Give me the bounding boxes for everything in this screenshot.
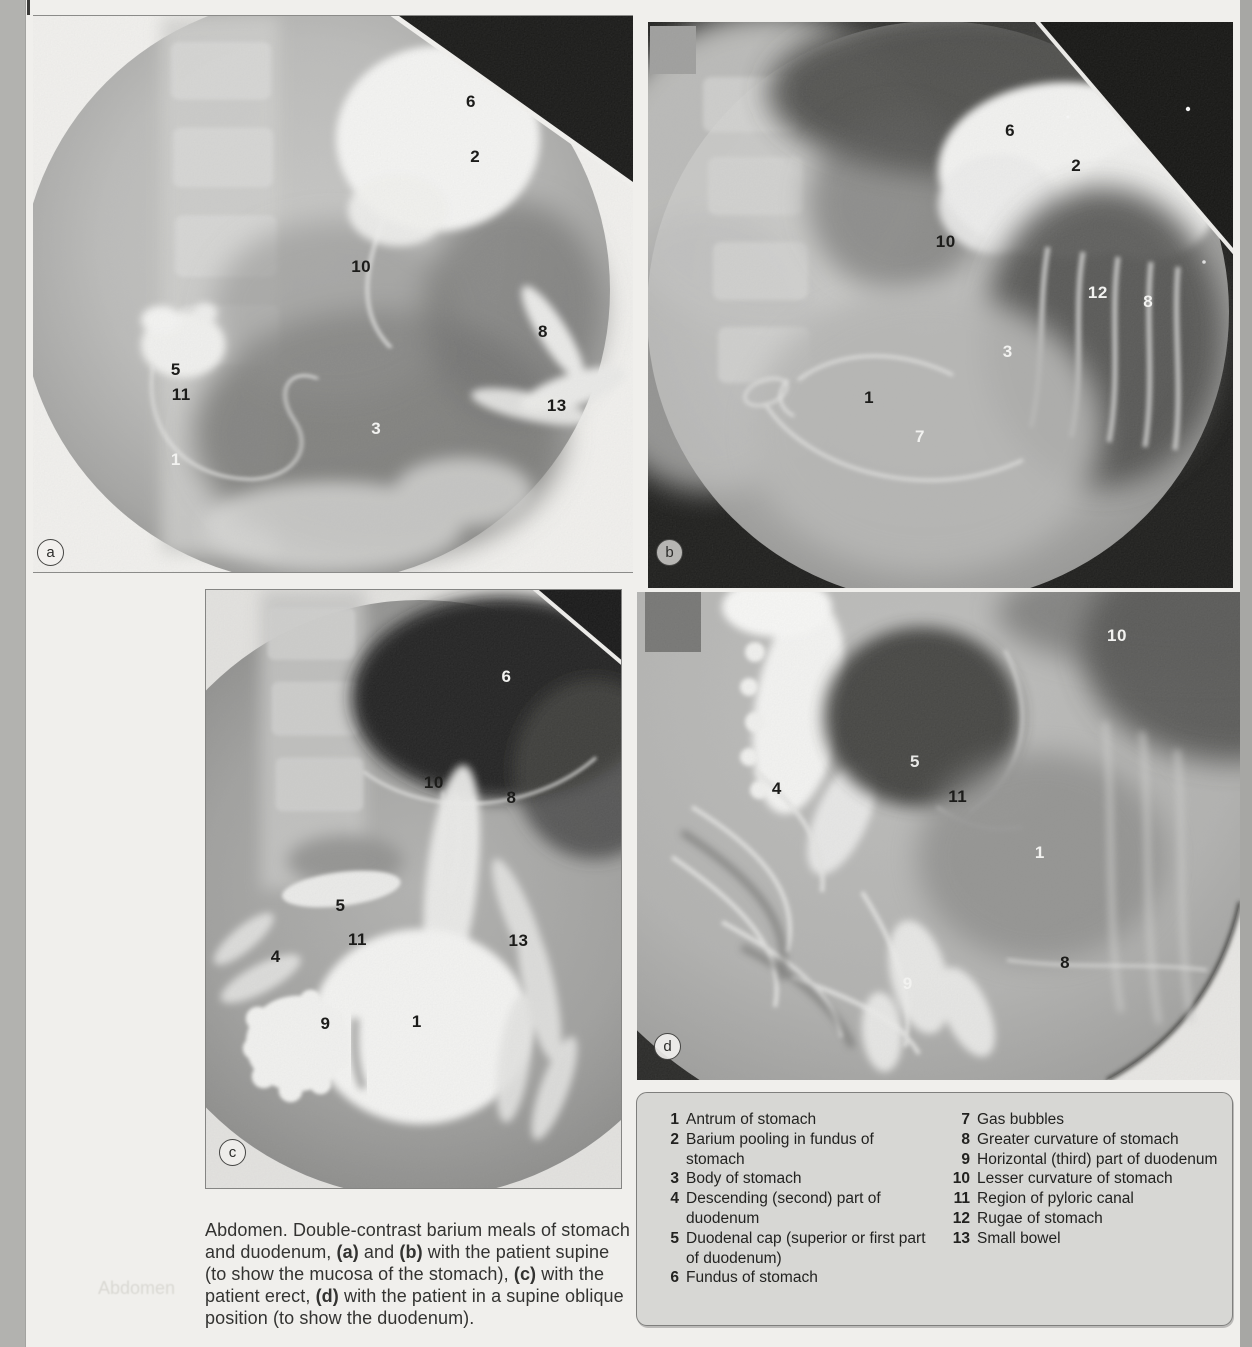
caption-segment: (b) [399,1242,423,1262]
legend-item [654,1130,931,1170]
anatomy-number-label: 1 [1034,843,1045,863]
anatomy-number-label: 1 [864,387,875,407]
anatomy-number-label: 4 [771,779,782,799]
legend-label: Horizontal (third) part of duodenum [977,1150,1218,1168]
anatomy-number-label: 9 [902,973,913,993]
radiograph-panel-b [648,22,1233,588]
legend-number: 8 [961,1130,970,1148]
legend-item [945,1229,1222,1249]
legend-label: Body of stomach [686,1170,802,1188]
anatomy-number-label: 5 [170,359,181,379]
panel-letter: d [663,1038,672,1055]
legend-item [654,1110,931,1130]
anatomy-number-label: 8 [1060,952,1071,972]
legend-item [654,1169,931,1189]
legend-item [654,1189,931,1229]
anatomy-number-label: 4 [270,946,281,966]
anatomy-number-label: 10 [935,232,956,252]
anatomy-number-label: 11 [948,786,968,806]
caption-segment: (c) [513,1264,537,1284]
registration-tick [27,0,30,15]
anatomy-number-label: 8 [1143,292,1154,312]
legend-label: Descending (second) part of duodenum [686,1190,881,1227]
legend-number: 10 [952,1170,970,1188]
label-layer-d [637,592,1240,1080]
page-scan-edge-left [0,0,26,1347]
panel-letter: c [228,1144,237,1161]
legend-label: Lesser curvature of stomach [977,1170,1173,1188]
anatomy-number-label: 8 [506,788,517,808]
legend-number: 5 [670,1229,679,1247]
legend-label: Barium pooling in fundus of stomach [686,1130,874,1168]
legend-label: Region of pyloric canal [977,1190,1134,1208]
radiograph-panel-d [637,592,1240,1080]
legend-item [945,1130,1222,1150]
legend-column-1 [654,1110,931,1315]
anatomy-number-label: 9 [320,1013,331,1033]
legend-label: Gas bubbles [977,1111,1065,1128]
anatomy-number-label: 10 [423,772,444,792]
anatomy-number-label: 3 [1002,341,1013,361]
label-layer-a [33,16,633,572]
figure-caption [205,1219,633,1329]
show-through-text: Abdomen [98,1278,176,1298]
radiograph-panel-c [205,589,622,1189]
caption-segment: with the patient erect, [205,1264,605,1306]
anatomy-number-label: 2 [1071,155,1082,175]
anatomy-number-label: 10 [351,257,372,277]
legend-number: 1 [670,1111,679,1128]
anatomy-number-label: 6 [1005,121,1016,141]
anatomy-number-label: 5 [335,895,346,915]
legend-item [945,1150,1222,1170]
panel-letter-badge-d [654,1033,681,1060]
legend-item [654,1268,931,1288]
anatomy-number-label: 8 [538,321,548,341]
legend-number: 7 [961,1111,970,1128]
panel-letter-badge-c [219,1139,246,1166]
legend-key-box [636,1092,1233,1326]
anatomy-number-label: 1 [170,449,181,469]
panel-letter-badge-a [37,539,64,566]
legend-number: 9 [961,1150,970,1168]
legend-number: 12 [952,1209,970,1227]
anatomy-number-label: 11 [171,385,191,405]
legend-item [945,1169,1222,1189]
legend-item [654,1229,931,1269]
panel-letter: b [665,544,674,561]
legend-number: 4 [670,1190,679,1208]
caption-segment: (d) [315,1286,339,1306]
label-layer-c [206,590,621,1188]
panel-letter: a [46,544,55,561]
label-layer-b [648,22,1233,588]
page-scan-edge-right [1240,0,1252,1347]
anatomy-number-label: 1 [411,1011,422,1031]
legend-number: 6 [670,1269,679,1287]
anatomy-number-label: 5 [909,751,920,771]
anatomy-number-label: 3 [371,419,382,439]
legend-item [945,1110,1222,1130]
panel-letter-badge-b [656,539,683,566]
anatomy-number-label: 11 [347,929,367,949]
anatomy-number-label: 13 [546,396,567,416]
caption-segment: and [358,1242,400,1262]
legend-number: 2 [670,1130,679,1148]
caption-segment: Abdomen. Double-contrast barium meals of stomach and duodenum, [205,1220,630,1262]
caption-segment: (a) [336,1242,359,1262]
legend-label: Fundus of stomach [686,1269,818,1287]
anatomy-number-label: 6 [501,666,512,686]
legend-label: Duodenal cap (superior or first part of duodenum) [686,1229,926,1267]
legend-label: Antrum of stomach [686,1111,817,1128]
legend-column-2 [945,1110,1222,1315]
anatomy-number-label: 2 [470,147,481,167]
legend-number: 11 [953,1190,970,1208]
radiograph-panel-a [33,15,633,573]
legend-number: 3 [670,1170,679,1188]
anatomy-number-label: 7 [915,426,925,446]
anatomy-number-label: 10 [1107,625,1127,645]
legend-label: Rugae of stomach [977,1209,1103,1227]
legend-item [945,1209,1222,1229]
caption-segment: with the patient supine (to show the mucosa of the stomach), [205,1242,610,1284]
anatomy-number-label: 6 [466,91,476,111]
caption-segment: with the patient in a supine oblique position (to show the duodenum). [205,1286,624,1328]
anatomy-number-label: 12 [1087,283,1108,303]
legend-item [945,1189,1222,1209]
legend-label: Greater curvature of stomach [977,1130,1179,1148]
legend-number: 13 [952,1229,970,1247]
anatomy-number-label: 13 [508,931,529,951]
legend-label: Small bowel [977,1229,1061,1247]
